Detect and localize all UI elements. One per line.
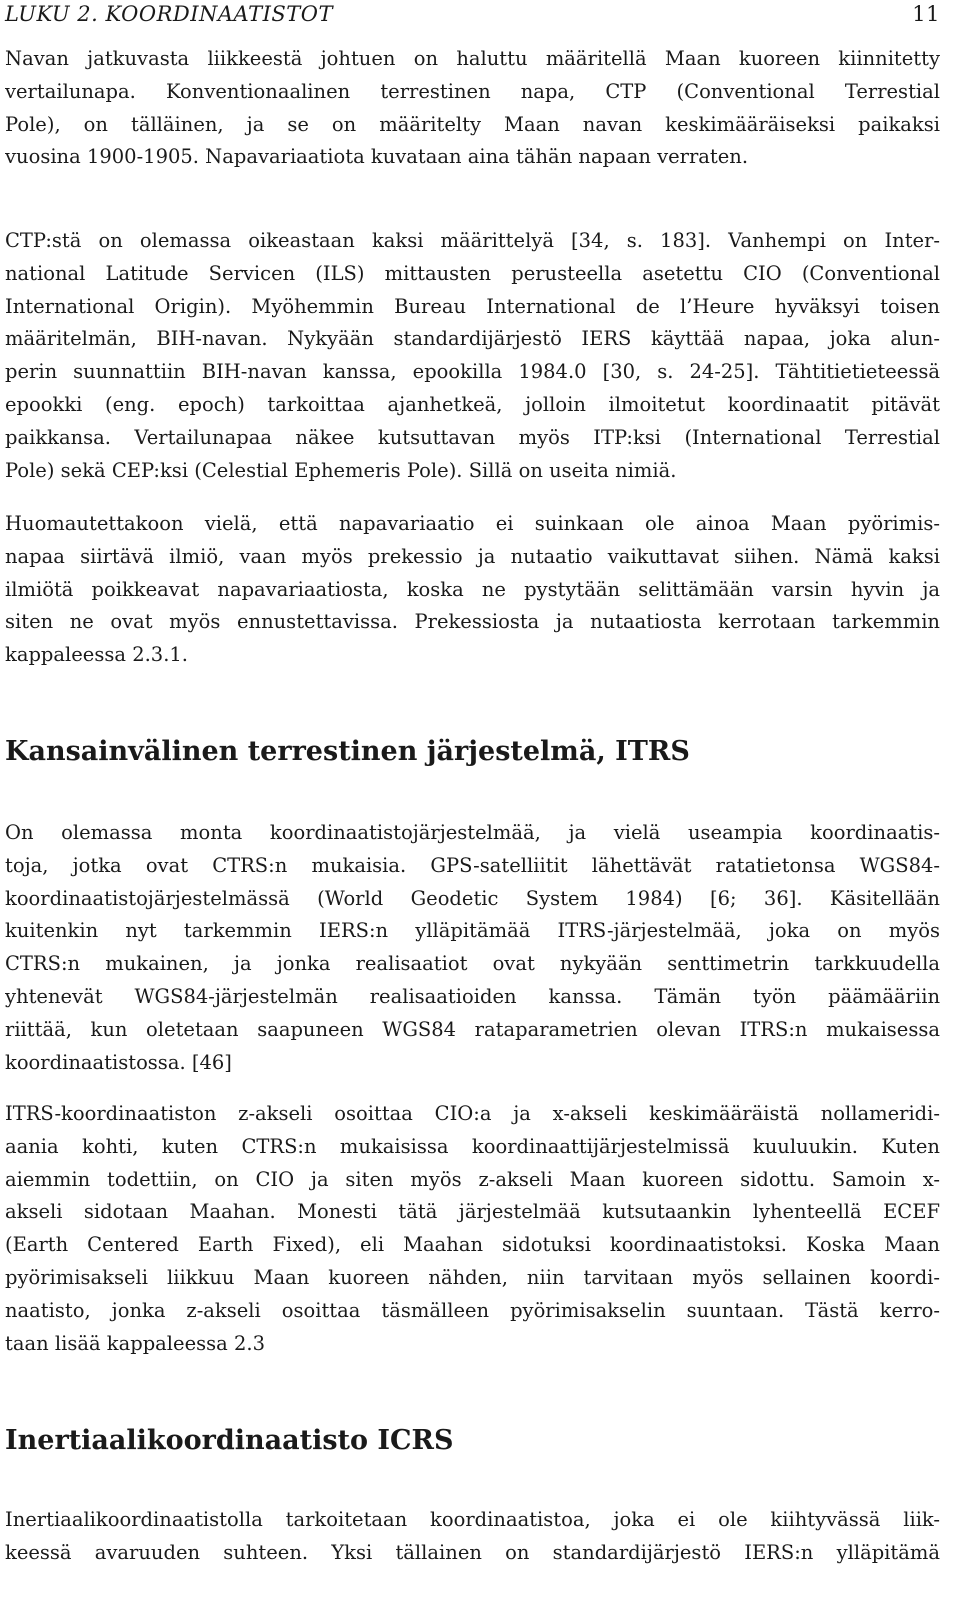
text-line: naatisto, jonka z-akseli osoittaa täsmälleen pyörimisakselin suuntaan. Tästä kerro-	[5, 1298, 940, 1322]
text-line: koordinaatistossa. [46]	[5, 1050, 232, 1074]
text-line: CTP:stä on olemassa oikeastaan kaksi määrittelyä [34, s. 183]. Vanhempi on Inter-	[5, 229, 940, 252]
text-line: kappaleessa 2.3.1.	[5, 643, 189, 667]
paragraph-4	[5, 817, 940, 1079]
paragraph-2	[5, 225, 940, 487]
text-line: aiemmin todettiin, on CIO ja siten myös z-akseli Maan kuoreen sidottu. Samoin x-	[5, 1167, 940, 1191]
text-line: kuitenkin nyt tarkemmin IERS:n ylläpitämää ITRS-järjestelmää, joka on myös	[5, 919, 940, 943]
text-line: Pole) sekä CEP:ksi (Celestial Ephemeris Pole). Sillä on useita nimiä.	[5, 458, 677, 482]
chapter-title: LUKU 2. KOORDINAATISTOT	[5, 2, 333, 26]
text-line: vuosina 1900-1905. Napavariaatiota kuvataan aina tähän napaan verraten.	[5, 145, 749, 169]
text-line: CTRS:n mukainen, ja jonka realisaatiot ovat nykyään senttimetrin tarkkuudella	[5, 952, 940, 976]
section-title-icrs: Inertiaalikoordinaatisto ICRS	[5, 1425, 454, 1456]
text-line: national Latitude Servicen (ILS) mittausten perusteella asetettu CIO (Conventional	[5, 261, 940, 285]
text-line: akseli sidotaan Maahan. Monesti tätä järjestelmää kutsutaankin lyhenteellä ECEF	[5, 1200, 940, 1224]
text-line: toja, jotka ovat CTRS:n mukaisia. GPS-satelliitit lähettävät ratatietonsa WGS84-	[5, 853, 940, 877]
text-line: vertailunapa. Konventionaalinen terrestinen napa, CTP (Conventional Terrestial	[5, 79, 940, 103]
text-line: perin suunnattiin BIH-navan kanssa, epookilla 1984.0 [30, s. 24-25]. Tähtitietieteessä	[5, 360, 940, 384]
text-line: epookki (eng. epoch) tarkoittaa ajanhetkeä, jolloin ilmoitetut koordinaatit pitävät	[5, 392, 940, 416]
text-line: siten ne ovat myös ennustettavissa. Prekessiosta ja nutaatiosta kerrotaan tarkemmin	[5, 610, 940, 634]
text-line: Navan jatkuvasta liikkeestä johtuen on haluttu määritellä Maan kuoreen kiinnitetty	[5, 47, 940, 70]
paragraph-5	[5, 1098, 940, 1360]
text-line: ITRS-koordinaatiston z-akseli osoittaa CIO:a ja x-akseli keskimääräistä nollameridi-	[5, 1102, 940, 1125]
text-line: Inertiaalikoordinaatistolla tarkoitetaan koordinaatistoa, joka ei ole kiihtyvässä liik-	[5, 1508, 940, 1531]
text-line: pyörimisakseli liikkuu Maan kuoreen nähden, niin tarvitaan myös sellainen koordi-	[5, 1265, 940, 1289]
paragraph-3	[5, 508, 940, 672]
paragraph-6	[5, 1504, 940, 1570]
text-line: yhtenevät WGS84-järjestelmän realisaatioiden kanssa. Tämän työn päämääriin	[5, 984, 940, 1008]
section-title-itrs: Kansainvälinen terrestinen järjestelmä, ITRS	[5, 736, 690, 767]
page-number: 11	[912, 2, 940, 26]
text-line: taan lisää kappaleessa 2.3	[5, 1331, 265, 1355]
text-line: On olemassa monta koordinaatistojärjestelmää, ja vielä useampia koordinaatis-	[5, 821, 940, 844]
text-line: keessä avaruuden suhteen. Yksi tällainen on standardijärjestö IERS:n ylläpitämä	[5, 1540, 940, 1564]
text-line: napaa siirtävä ilmiö, vaan myös prekessio ja nutaatio vaikuttavat siihen. Nämä kaksi	[5, 544, 940, 568]
text-line: riittää, kun oletetaan saapuneen WGS84 rataparametrien olevan ITRS:n mukaisessa	[5, 1017, 940, 1041]
text-line: koordinaatistojärjestelmässä (World Geodetic System 1984) [6; 36]. Käsitellään	[5, 886, 940, 910]
text-line: (Earth Centered Earth Fixed), eli Maahan sidotuksi koordinaatistoksi. Koska Maan	[5, 1233, 940, 1257]
text-line: Pole), on tälläinen, ja se on määritelty Maan navan keskimääräiseksi paikaksi	[5, 112, 940, 136]
text-line: paikkansa. Vertailunapaa näkee kutsuttavan myös ITP:ksi (International Terrestial	[5, 425, 940, 449]
running-header	[5, 2, 940, 28]
text-line: International Origin). Myöhemmin Bureau International de l’Heure hyväksyi toisen	[5, 294, 940, 318]
text-line: aania kohti, kuten CTRS:n mukaisissa koordinaattijärjestelmissä kuuluukin. Kuten	[5, 1134, 940, 1158]
paragraph-1	[5, 43, 940, 174]
text-line: ilmiötä poikkeavat napavariaatiosta, koska ne pystytään selittämään varsin hyvin ja	[5, 577, 940, 601]
text-line: määritelmän, BIH-navan. Nykyään standardijärjestö IERS käyttää napaa, joka alun-	[5, 327, 940, 351]
text-line: Huomautettakoon vielä, että napavariaatio ei suinkaan ole ainoa Maan pyörimis-	[5, 512, 940, 535]
